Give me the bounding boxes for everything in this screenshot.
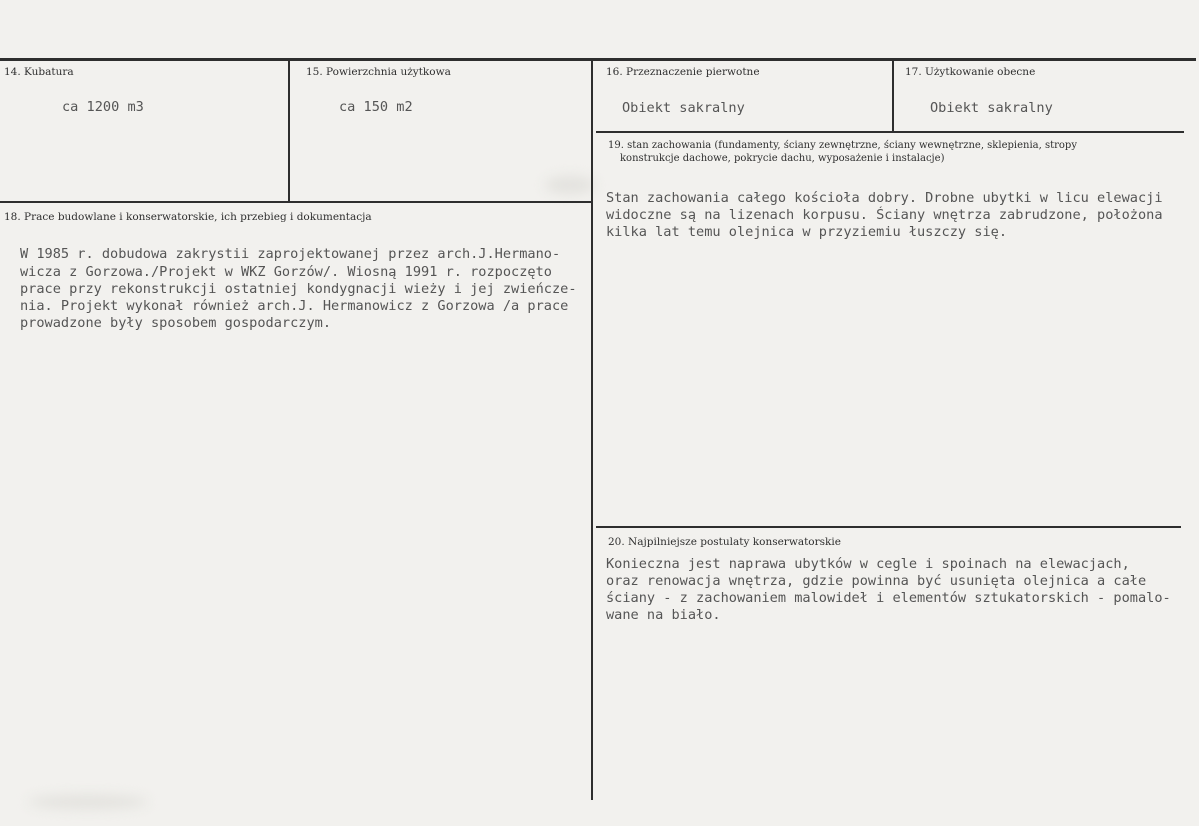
field-20-line: wane na biało.: [606, 607, 721, 623]
field-20-line: ściany - z zachowaniem malowideł i elementów sztukatorskich - pomalo-: [606, 590, 1171, 606]
rule-right-upper: [596, 131, 1184, 133]
field-18-label: 18. Prace budowlane i konserwatorskie, ich przebieg i dokumentacja: [4, 211, 372, 223]
top-rule: [0, 58, 1196, 61]
field-18-line: nia. Projekt wykonał również arch.J. Hermanowicz z Gorzowa /a prace: [20, 298, 569, 314]
field-19-line: Stan zachowania całego kościoła dobry. Drobne ubytki w licu elewacji: [606, 190, 1163, 206]
divider-16-17: [892, 60, 894, 132]
field-15-label: 15. Powierzchnia użytkowa: [306, 66, 451, 78]
field-19-line: kilka lat temu olejnica w przyziemiu łuszczy się.: [606, 224, 1008, 240]
field-18-line: prace przy rekonstrukcji ostatniej kondygnacji wieży i jej zwieńcze-: [20, 281, 577, 297]
field-14-value: ca 1200 m3: [62, 99, 144, 115]
field-20-line: Konieczna jest naprawa ubytków w cegle i spoinach na elewacjach,: [606, 556, 1130, 572]
paper-smudge: [545, 176, 595, 194]
field-20-line: oraz renowacja wnętrza, gdzie powinna być usunięta olejnica a całe: [606, 573, 1147, 589]
field-18-line: W 1985 r. dobudowa zakrystii zaprojektowanej przez arch.J.Hermano-: [20, 246, 561, 262]
field-14-label: 14. Kubatura: [4, 66, 74, 78]
divider-14-15: [288, 60, 290, 202]
paper-smudge: [28, 795, 148, 809]
field-18-line: wicza z Gorzowa./Projekt w WKZ Gorzów/. Wiosną 1991 r. rozpoczęto: [20, 264, 552, 280]
field-18-line: prowadzone były sposobem gospodarczym.: [20, 315, 331, 331]
field-16-value: Obiekt sakralny: [622, 100, 745, 116]
field-19-label-line2: konstrukcje dachowe, pokrycie dachu, wyposażenie i instalacje): [620, 153, 945, 164]
field-19-label-line1: 19. stan zachowania (fundamenty, ściany zewnętrzne, ściany wewnętrzne, sklepienia, stropy: [608, 140, 1077, 151]
field-17-label: 17. Użytkowanie obecne: [905, 66, 1036, 78]
field-17-value: Obiekt sakralny: [930, 100, 1053, 116]
field-20-label: 20. Najpilniejsze postulaty konserwatorskie: [608, 536, 841, 548]
field-16-label: 16. Przeznaczenie pierwotne: [606, 66, 760, 78]
divider-main: [591, 60, 593, 800]
field-19-line: widoczne są na lizenach korpusu. Ściany wnętrza zabrudzone, położona: [606, 207, 1163, 223]
rule-right-lower: [596, 526, 1181, 528]
rule-left-mid: [0, 201, 592, 203]
field-15-value: ca 150 m2: [339, 99, 413, 115]
